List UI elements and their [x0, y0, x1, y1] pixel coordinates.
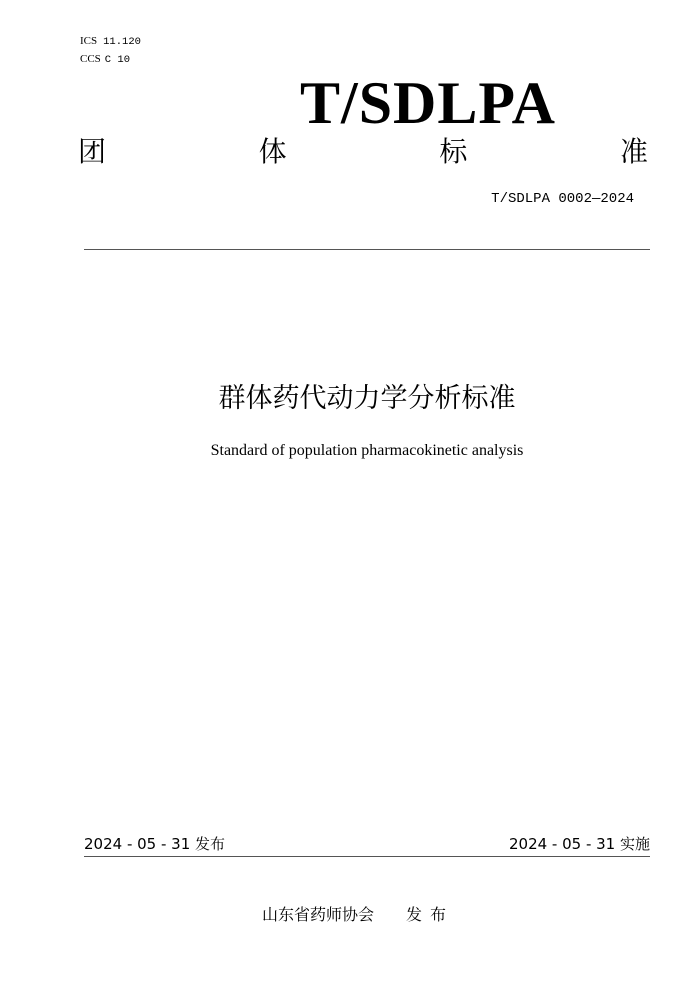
document-title-english: Standard of population pharmacokinetic analysis [210, 442, 524, 459]
organization-code: T/SDLPA [300, 70, 556, 136]
footer-divider [84, 856, 650, 857]
standard-type-char: 标 [439, 135, 468, 168]
standard-type [78, 134, 648, 170]
issue-date: 2024 - 05 - 31 发布 [84, 835, 226, 853]
ics-label: ICS [80, 35, 98, 47]
standard-type-char: 团 [78, 135, 107, 168]
ccs-value: C 10 [104, 54, 131, 66]
ccs-label: CCS [80, 53, 101, 65]
ics-value: 11.120 [103, 36, 141, 48]
standard-type-char: 准 [619, 135, 648, 168]
header-divider [84, 249, 650, 250]
document-title-chinese: 群体药代动力学分析标准 [218, 383, 516, 414]
publish-action: 发布 [406, 905, 455, 924]
publisher-line [262, 904, 454, 926]
standard-number: T/SDLPA 0002—2024 [491, 191, 634, 207]
publisher-organization: 山东省药师协会 [262, 905, 375, 924]
standard-type-char: 体 [258, 135, 287, 168]
ccs-classification [80, 52, 130, 67]
implementation-date: 2024 - 05 - 31 实施 [508, 835, 650, 853]
ics-classification [80, 34, 141, 49]
